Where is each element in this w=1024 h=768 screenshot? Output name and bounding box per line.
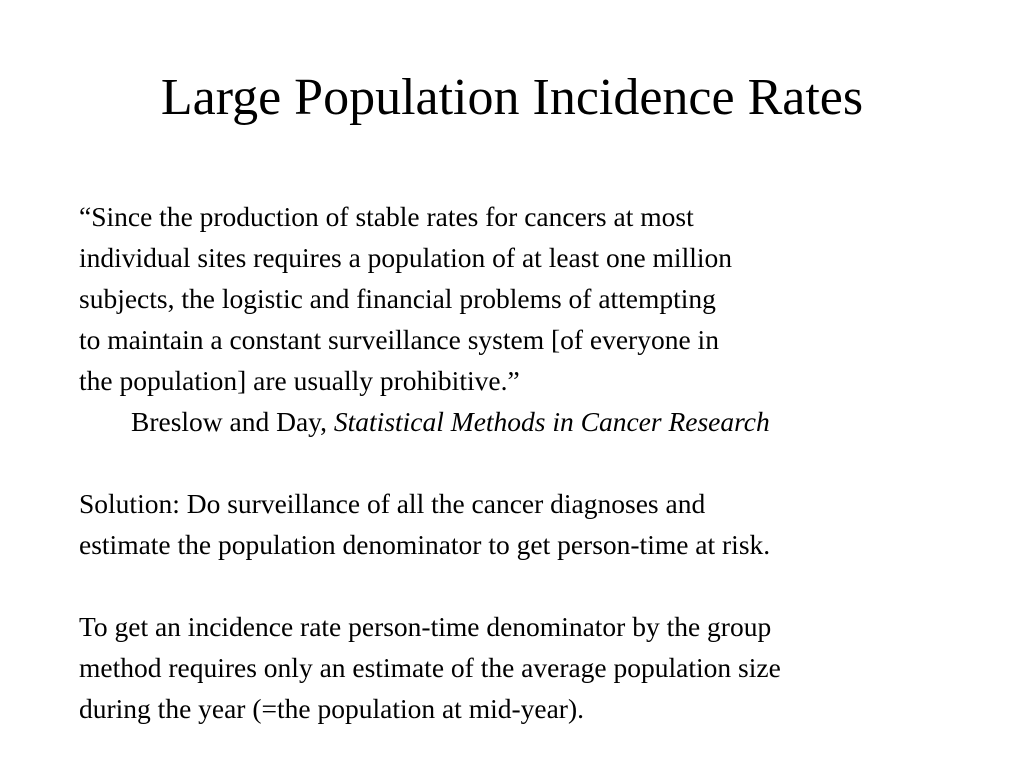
group-method-line: To get an incidence rate person-time denominator by the group <box>79 611 772 642</box>
quote-line: individual sites requires a population of at least one million <box>79 242 732 273</box>
solution-line: Solution: Do surveillance of all the cancer diagnoses and <box>79 488 706 519</box>
quote-line: subjects, the logistic and financial problems of attempting <box>79 283 716 314</box>
slide-body <box>79 196 979 729</box>
group-method-paragraph <box>79 606 979 729</box>
quote-attribution <box>79 401 979 442</box>
group-method-line: method requires only an estimate of the average population size <box>79 652 781 683</box>
attribution-authors: Breslow and Day, <box>131 406 334 437</box>
quote-block <box>79 196 979 442</box>
solution-paragraph <box>79 483 979 565</box>
quote-line: to maintain a constant surveillance system [of everyone in <box>79 324 719 355</box>
quote-line: the population] are usually prohibitive.” <box>79 365 520 396</box>
solution-line: estimate the population denominator to get person-time at risk. <box>79 529 771 560</box>
paragraph-spacer <box>79 442 979 483</box>
quote-line: “Since the production of stable rates for cancers at most <box>79 201 694 232</box>
group-method-line: during the year (=the population at mid-year). <box>79 693 584 724</box>
attribution-book-title: Statistical Methods in Cancer Research <box>333 406 770 437</box>
slide-title: Large Population Incidence Rates <box>160 69 864 126</box>
paragraph-spacer <box>79 565 979 606</box>
